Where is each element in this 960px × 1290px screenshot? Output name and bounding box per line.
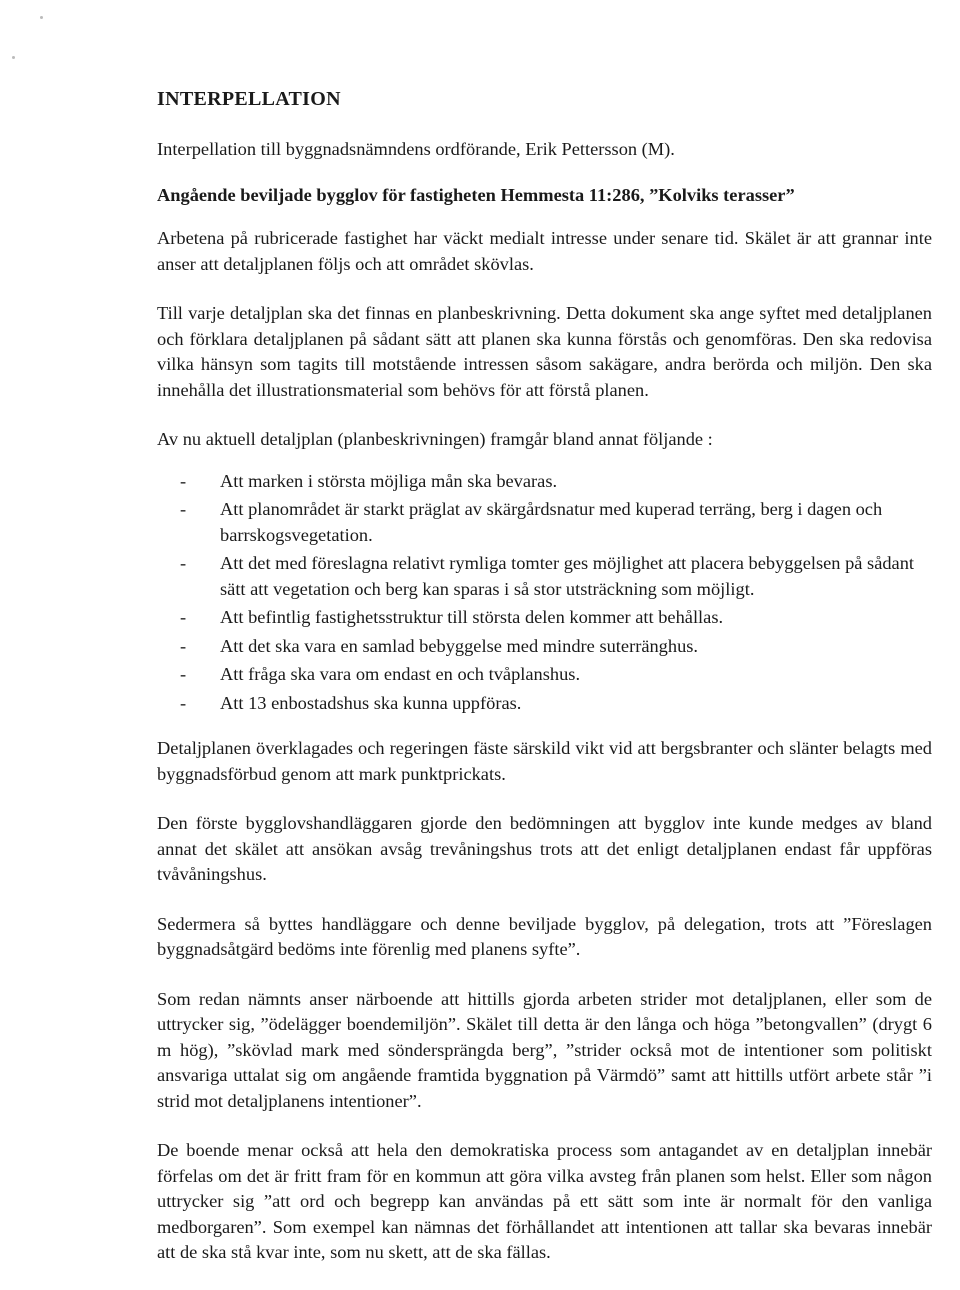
subject-heading: Angående beviljade bygglov för fastigheten Hemmesta 11:286, ”Kolviks terasser”	[157, 184, 795, 205]
dash-marker: -	[180, 607, 187, 627]
dash-marker: -	[180, 499, 187, 519]
list-item-text: Att fråga ska vara om endast en och tvåplanshus.	[220, 664, 581, 684]
list-item	[157, 551, 932, 602]
list-intro: Av nu aktuell detaljplan (planbeskrivningen) framgår bland annat följande :	[157, 429, 713, 449]
paragraph: Arbetena på rubricerade fastighet har väckt medialt intresse under senare tid. Skälet är att grannar inte anser att detaljplanen följs och att området skövlas.	[157, 228, 932, 274]
paragraph: Den förste bygglovshandläggaren gjorde den bedömningen att bygglov inte kunde medges av bland annat det skälet att ansökan avsåg trevåningshus trots att det enligt detaljplanen endast får uppföras tvåvåningshus.	[157, 813, 932, 884]
list-item-text: Att befintlig fastighetsstruktur till största delen kommer att behållas.	[220, 607, 724, 627]
list-item-text: Att marken i största möjliga mån ska bevaras.	[220, 470, 558, 491]
paragraph: Detaljplanen överklagades och regeringen fäste särskild vikt vid att bergsbranter och slänter belagts med byggnadsförbud genom att mark punktprickats.	[157, 738, 932, 784]
addressee-line: Interpellation till byggnadsnämndens ordförande, Erik Pettersson (M).	[157, 139, 675, 159]
paragraph: Som redan nämnts anser närboende att hittills gjorda arbeten strider mot detaljplanen, eller som de uttrycker sig, ”ödelägger boendemiljön”. Skälet till detta är den långa och höga ”betongvallen” (drygt 6 m hög), ”skövlad mark med söndersprängda berg”, ”strider också mot de intentioner som politiskt ansvariga uttalat sig om angående framtida byggnation på Värmdö” samt att hittills utfört arbete står ”i strid mot detaljplanens intentioner”.	[157, 988, 932, 1111]
list-item-text: Att 13 enbostadshus ska kunna uppföras.	[220, 692, 522, 713]
dash-marker: -	[180, 470, 187, 491]
document-page	[157, 88, 932, 1290]
paragraph: Sedermera så byttes handläggare och denne beviljade bygglov, på delegation, trots att ”Föreslagen byggnadsåtgärd bedöms inte förenlig med planens syfte”.	[157, 913, 932, 959]
list-item-text: Att det ska vara en samlad bebyggelse med mindre suterränghus.	[220, 635, 699, 656]
paragraph: De boende menar också att hela den demokratiska process som antagandet av en detaljplan innebär förfelas om det är fritt fram för en kommun att göra vilka avsteg från planen som helst. Eller som någon uttrycker sig ”att ord och begrepp kan användas på ett sätt som inte är normalt för den vanliga medborgaren”. Som exempel kan nämnas det förhållandet att intentionen att tallar ska bevaras innebär att de ska stå kvar inte, som nu skett, att de ska fällas.	[157, 1140, 932, 1262]
dash-marker: -	[180, 664, 187, 684]
list-item	[157, 469, 932, 495]
dash-marker: -	[180, 635, 187, 656]
scan-speck	[40, 16, 43, 19]
dash-marker: -	[180, 692, 187, 713]
list-item	[157, 634, 932, 660]
requirements-list	[157, 469, 932, 717]
paragraph: Till varje detaljplan ska det finnas en planbeskrivning. Detta dokument ska ange syftet med detaljplanen och förklara detaljplanen på sådant sätt att planen ska kunna förstås och genomföras. Den ska redovisa vilka hänsyn som tagits till motstående intressen såsom sakägare, andra berörda och miljön. Den ska innehålla det illustrationsmaterial som behövs för att förstå planen.	[157, 303, 932, 400]
list-item	[157, 691, 932, 717]
dash-marker: -	[180, 553, 187, 573]
document-title: INTERPELLATION	[157, 88, 341, 110]
list-item	[157, 662, 932, 688]
list-item	[157, 605, 932, 631]
list-item-text: Att det med föreslagna relativt rymliga tomter ges möjlighet att placera bebyggelsen på sådant sätt att vegetation och berg kan sparas i så stor utsträckning som möjligt.	[220, 553, 915, 599]
list-item	[157, 497, 932, 548]
list-item-text: Att planområdet är starkt präglat av skärgårdsnatur med kuperad terräng, berg i dagen och barrskogsvegetation.	[220, 499, 883, 545]
scan-speck	[12, 56, 15, 59]
